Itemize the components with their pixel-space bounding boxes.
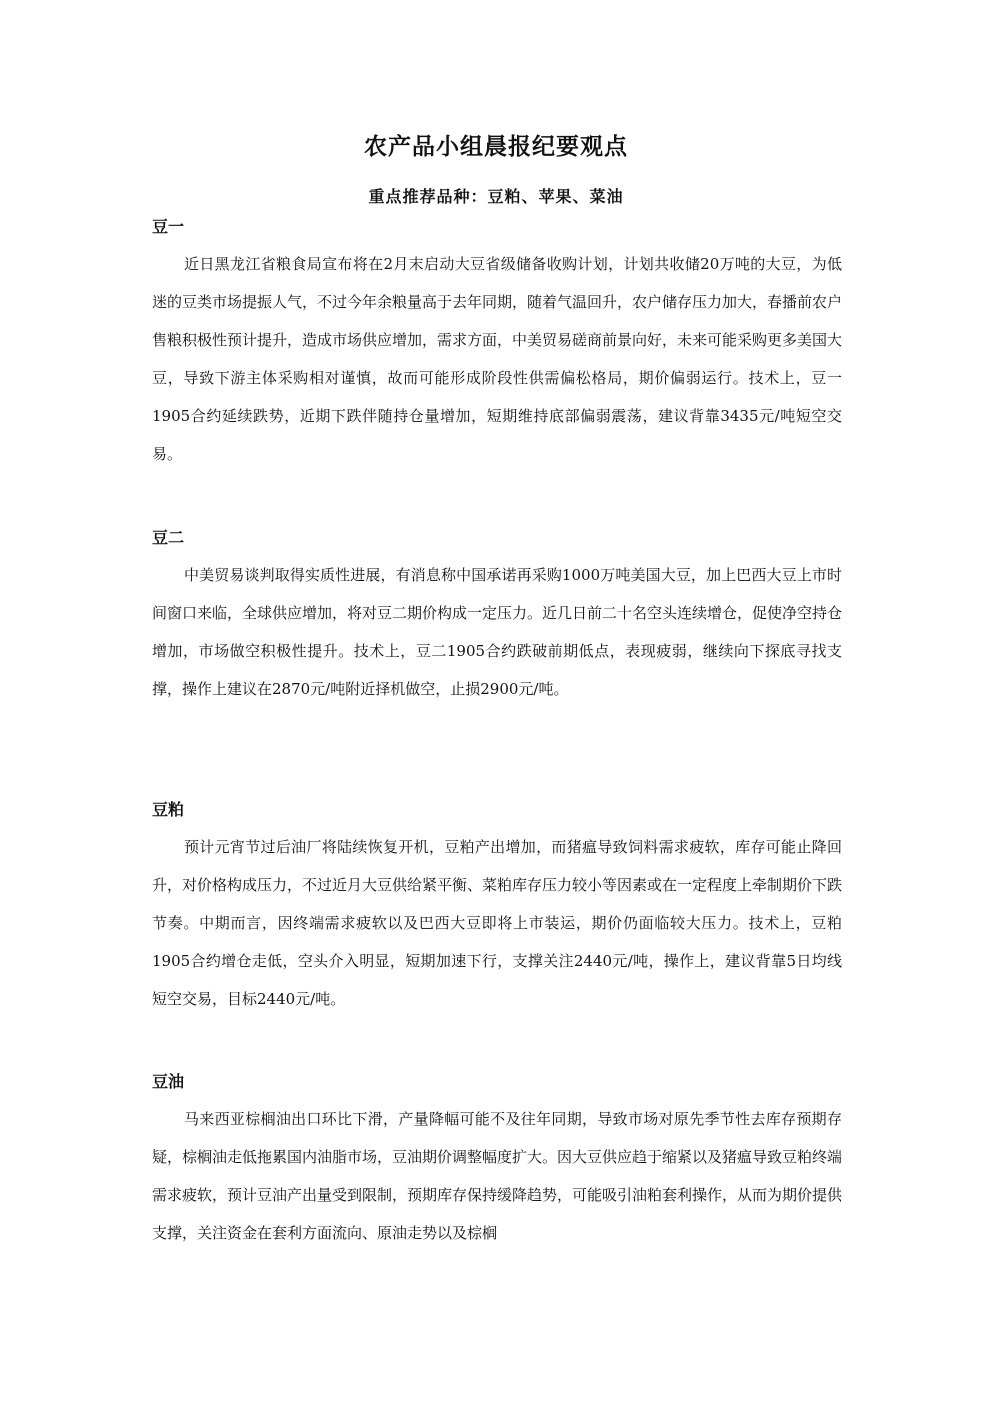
section-heading: 豆油 [152,1072,185,1091]
section-paragraph: 预计元宵节过后油厂将陆续恢复开机，豆粕产出增加，而猪瘟导致饲料需求疲软，库存可能止降回升，对价格构成压力，不过近月大豆供给紧平衡、菜粕库存压力较小等因素或在一定程度上牵制期价下跌节奏。中期而言，因终端需求疲软以及巴西大豆即将上市装运，期价仍面临较大压力。技术上，豆粕1905合约增仓走低，空头介入明显，短期加速下行，支撑关注2440元/吨，操作上，建议背靠5日均线短空交易，目标2440元/吨。 [152,838,843,1008]
section-heading: 豆二 [152,528,185,547]
section-paragraph: 近日黑龙江省粮食局宣布将在2月末启动大豆省级储备收购计划，计划共收储20万吨的大豆，为低迷的豆类市场提振人气，不过今年余粮量高于去年同期，随着气温回升，农户储存压力加大，春播前农户售粮积极性预计提升，造成市场供应增加，需求方面，中美贸易磋商前景向好，未来可能采购更多美国大豆，导致下游主体采购相对谨慎，故而可能形成阶段性供需偏松格局，期价偏弱运行。技术上，豆一1905合约延续跌势，近期下跌伴随持仓量增加，短期维持底部偏弱震荡，建议背靠3435元/吨短空交易。 [152,255,843,463]
section-heading: 豆一 [152,217,185,236]
section-doupo [152,796,842,1018]
page-title: 农产品小组晨报纪要观点 [364,134,628,160]
page-subtitle: 重点推荐品种：豆粕、苹果、菜油 [368,187,624,206]
section-paragraph: 中美贸易谈判取得实质性进展，有消息称中国承诺再采购1000万吨美国大豆，加上巴西大豆上市时间窗口来临，全球供应增加，将对豆二期价构成一定压力。近几日前二十名空头连续增仓，促使净空持仓增加，市场做空积极性提升。技术上，豆二1905合约跌破前期低点，表现疲弱，继续向下探底寻找支撑，操作上建议在2870元/吨附近择机做空，止损2900元/吨。 [152,566,843,698]
section-douer [152,524,842,708]
section-douyi [152,213,842,473]
section-paragraph: 马来西亚棕榈油出口环比下滑，产量降幅可能不及往年同期，导致市场对原先季节性去库存预期存疑，棕榈油走低拖累国内油脂市场，豆油期价调整幅度扩大。因大豆供应趋于缩紧以及猪瘟导致豆粕终端需求疲软，预计豆油产出量受到限制，预期库存保持缓降趋势，可能吸引油粕套利操作，从而为期价提供支撑，关注资金在套利方面流向、原油走势以及棕榈 [152,1110,843,1242]
section-heading: 豆粕 [152,800,185,819]
section-douyou [152,1068,842,1252]
